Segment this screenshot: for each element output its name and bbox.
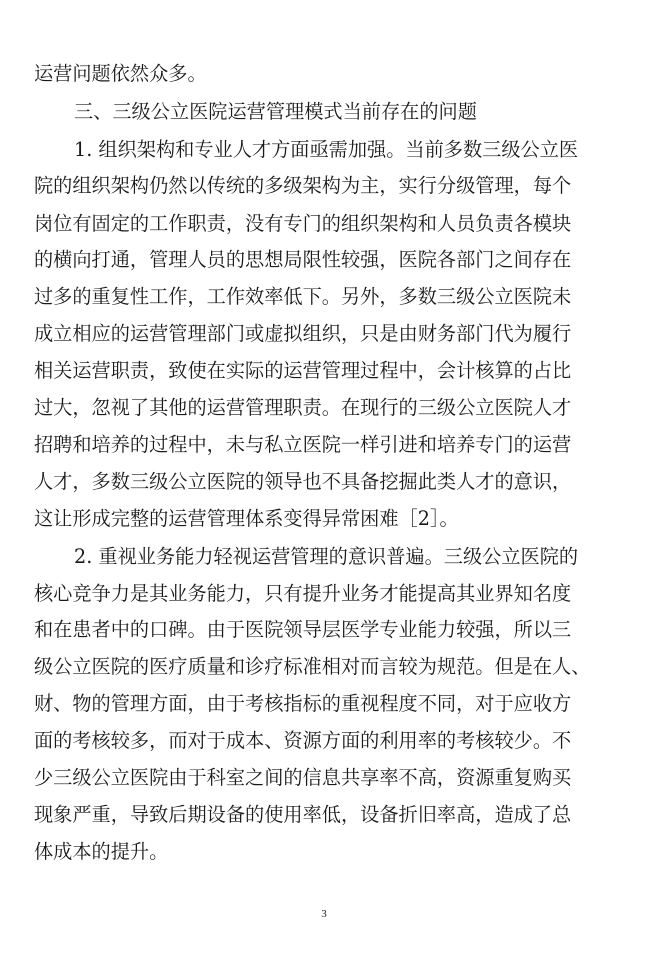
text-line: 1. 组织架构和专业人才方面亟需加强。当前多数三级公立医 <box>74 138 579 161</box>
text-line: 人才，多数三级公立医院的领导也不具备挖掘此类人才的意识， <box>34 470 572 493</box>
text-line: 岗位有固定的工作职责，没有专门的组织架构和人员负责各模块 <box>34 212 572 235</box>
text-line: 这让形成完整的运营管理体系变得异常困难［2］。 <box>34 507 459 530</box>
text-line: 2. 重视业务能力轻视运营管理的意识普遍。三级公立医院的 <box>74 545 579 568</box>
text-line: 面的考核较多，而对于成本、资源方面的利用率的考核较少。不 <box>34 729 572 752</box>
text-line: 运营问题依然众多。 <box>34 62 207 85</box>
text-line: 财、物的管理方面，由于考核指标的重视程度不同，对于应收方 <box>34 692 572 715</box>
text-line: 成立相应的运营管理部门或虚拟组织，只是由财务部门代为履行 <box>34 322 572 345</box>
text-line: 现象严重，导致后期设备的使用率低，设备折旧率高，造成了总 <box>34 803 572 826</box>
text-line: 和在患者中的口碑。由于医院领导层医学专业能力较强，所以三 <box>34 618 572 641</box>
text-line: 核心竞争力是其业务能力，只有提升业务才能提高其业界知名度 <box>34 582 572 605</box>
text-line: 过多的重复性工作，工作效率低下。另外，多数三级公立医院未 <box>34 285 572 308</box>
text-line: 少三级公立医院由于科室之间的信息共享率不高，资源重复购买 <box>34 766 572 789</box>
text-line: 招聘和培养的过程中，未与私立医院一样引进和培养专门的运营 <box>34 433 572 456</box>
page-number: 3 <box>321 908 327 920</box>
text-line: 相关运营职责，致使在实际的运营管理过程中，会计核算的占比 <box>34 359 572 382</box>
text-line: 过大，忽视了其他的运营管理职责。在现行的三级公立医院人才 <box>34 396 572 419</box>
text-line: 的横向打通，管理人员的思想局限性较强，医院各部门之间存在 <box>34 248 572 271</box>
section-heading: 三、三级公立医院运营管理模式当前存在的问题 <box>74 100 477 123</box>
text-line: 院的组织架构仍然以传统的多级架构为主，实行分级管理，每个 <box>34 174 572 197</box>
text-line: 体成本的提升。 <box>34 840 169 863</box>
text-line: 级公立医院的医疗质量和诊疗标准相对而言较为规范。但是在人、 <box>34 655 591 678</box>
